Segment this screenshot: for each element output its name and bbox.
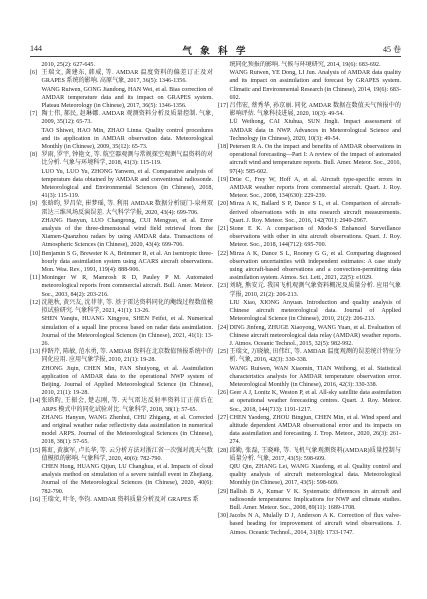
reference-number: [21] <box>218 226 229 233</box>
reference-text: 仲跻芹, 陈敏, 范水勇, 等. AMDAR 资料在北京数值预报系统中的同化应用. 应用气象学报, 2010, 21(1): 19-28. <box>41 349 213 364</box>
reference-number: [28] <box>218 447 229 454</box>
reference-text: DING Jinfeng, ZHUGE Xiaoyong, WANG Yuan, et al. Evaluation of Chinese aircraft meteorological data relay (AMDAR) weather reports. J. Atmos. Oceanic Technol., 2015, 32(5): 982-992. <box>229 324 401 347</box>
reference-number: [26] <box>218 390 229 397</box>
reference-text: LUO Yu, LUO Yu, ZHONG Yanwen, et al. Comparative analysis of temperature data obtained by AMDAR and conventional radiosonde. Meteorological and Environmental Sciences (in Chinese), 2018, 41(3): 115-119. <box>41 168 213 200</box>
reference-entry <box>218 488 401 513</box>
reference-text: LÜ Weihong, CAI Xiuhua, SUN Jingli. Impact assessment of AMDAR data in NWP. Advances in Meteorological Science and Technology (in Chinese), 2020, 10(3): 49-54. <box>229 119 401 142</box>
reference-column-right <box>218 61 401 586</box>
reference-number: [25] <box>218 349 229 356</box>
reference-text: 沈艳秋, 黄兴友, 沈菲菲, 等. 基于雷达资料同化的飑线过程数值模拟试验研究. 气象科学, 2021, 41(1): 13-26. <box>41 299 213 315</box>
reference-text: ZHANG Hanyun, WANG Zhenhui, CHU Zhigang, et al. Corrected and original weather radar reflectivity data assimilation in numerical model ARPS. Journal of the Meteorological Sciences (in Chinese), 2018, 38(1): 57-65. <box>41 414 213 446</box>
reference-entry <box>30 299 213 348</box>
reference-text: 统同化预报的影响. 气候与环境研究, 2014, 19(6): 683-692. <box>229 62 381 68</box>
reference-number: [24] <box>218 324 229 331</box>
reference-text: 刘晓, 熊安元. 我国飞机观测气象资料概况及质量分析. 应用气象学报, 2010, 21(2): 206-213. <box>229 283 401 298</box>
reference-text: Jacobs N A, Mulally D J, Anderson A K. Correction of flux valve-based heading for improvement of aircraft wind observations. J. Atmos. Oceanic Technol., 2014, 31(8): 1733-1747. <box>229 513 401 536</box>
reference-text: Petersen R A. On the impact and benefits of AMDAR observations in operational forecasting—Part I: A review of the impact of automated aircraft wind and temperature reports. Bull. Amer. Meteor. Soc., 2016, 97(4): 585-602. <box>229 144 401 175</box>
reference-entry <box>30 397 213 446</box>
reference-entry <box>218 225 401 250</box>
reference-text: 张晗昀, 罗昌荣, 崔梦瑶, 等. 利用 AMDAR 数据分析厦门-泉州双雷达三维风场反演误差. 大气科学学报, 2020, 43(4): 699-706. <box>41 201 213 216</box>
reference-entry <box>218 250 401 283</box>
reference-number: [20] <box>218 201 229 208</box>
reference-entry <box>30 348 213 397</box>
reference-entry <box>218 61 401 102</box>
reference-number: [6] <box>30 70 38 77</box>
header-rule <box>30 56 401 57</box>
reference-text: TAO Shiwei, HAO Min, ZHAO Linna. Quality control procedures and its application in AMDAR observation data. Meteorological Monthly (in Chinese), 2009, 35(12): 65-73. <box>41 127 213 151</box>
reference-text: CHEN Hong, HUANG Qijun, LU Changhua, et al. Impacts of cloud analysis method on simulation of a severe rainfall event in Zhejiang. Journal of the Meteorological Sciences (in Chinese), 2020, 40(6): 782-790. <box>41 463 213 495</box>
reference-number: [12] <box>30 299 41 306</box>
page-header <box>30 43 401 57</box>
reference-entry <box>218 176 401 201</box>
journal-title: 气 象 科 学 <box>182 47 249 57</box>
reference-text: Stone E K. A comparison of Mode-S Enhanced Surveillance observations with other in situ aircraft observations. Quart. J. Roy. Meteor. Soc., 2018, 144(712): 695-700. <box>229 226 401 249</box>
reference-entry <box>218 200 401 225</box>
reference-text: 张晗昀, 王振会, 楚志刚, 等. 天气雷达反射率资料订正前后在 ARPS 模式中的同化试验对比. 气象科学, 2018, 38(1): 57-65. <box>41 398 213 413</box>
reference-number: [13] <box>30 349 41 356</box>
reference-entry <box>30 274 213 299</box>
reference-entry <box>218 447 401 488</box>
reference-entry <box>218 348 401 389</box>
reference-text: LIU Xiao, XIONG Anyuan. Introduction and quality analysis of Chinese aircraft meteorological data. Journal of Applied Meteorological Science (in Chinese), 2010, 21(2): 206-213. <box>229 299 401 323</box>
reference-text: 王瑞文, 叶冬, 李钧. AMDAR 资料质量分析及对 GRAPES 系 <box>41 496 199 503</box>
reference-number: [22] <box>218 250 229 257</box>
reference-number: [15] <box>30 447 41 454</box>
reference-text: Drüe C, Frey W, Hoff A, et al. Aircraft type-specific errors in AMDAR weather reports from commercial aircraft. Quart. J. Roy. Meteor. Soc., 2008, 134(630): 229-239. <box>229 176 401 200</box>
reference-number: [10] <box>30 250 41 257</box>
reference-entry <box>30 496 213 504</box>
reference-text: 邱勤, 张磊, 王晓峰, 等. 飞机气象观测资料(AMDAR)质量控制与质量分析. 气象, 2017, 43(5): 598-609. <box>229 447 401 462</box>
reference-number: [17] <box>218 103 229 110</box>
reference-text: Moninger W R, Mamrosh R D, Pauley P M. Automated meteorological reports from commercial aircraft. Bull. Amer. Meteor. Soc., 2003, 84(2): 203-216. <box>41 275 213 298</box>
reference-number: [8] <box>30 152 38 159</box>
reference-text: SHEN Yanqiu, HUANG Xingyou, SHEN Feifei, et al. Numerical simulation of a squall line process based on radar data assimilation. Journal of the Meteorological Sciences (in Chinese), 2021, 41(1): 13-26. <box>41 316 213 347</box>
reference-text: Geer A J, Lonitz K, Weston P, et al. All-sky satellite data assimilation at operational weather forecasting centres. Quart. J. Roy. Meteor. Soc., 2018, 144(713): 1191-1217. <box>229 390 401 413</box>
reference-text: 王瑞文, 龚建东, 韩威, 等. AMDAR 温度资料的偏差订正及对 GRAPES 系统的影响. 高原气象, 2017, 36(5): 1346-1356. <box>41 70 213 85</box>
reference-text: WANG Ruiwen, GONG Jiandong, HAN Wei, et al. Bias correction of AMDAR temperature data and its impact on GRAPES system. Plateau Meteorology (in Chinese), 2017, 36(5): 1346-1356. <box>41 86 213 110</box>
reference-number: [29] <box>218 488 229 495</box>
reference-number: [30] <box>218 513 229 520</box>
reference-number: [9] <box>30 201 38 208</box>
reference-text: ZHANG Hanyun, LUO Changrong, CUI Mengyao, et al. Error analysis of the three-dimensional wind field retrieval from the Xiamen-Quanzhou radars by using AMDAR data. Transactions of Atmospheric Sciences (in Chinese), 2020, 43(4): 699-706. <box>41 217 213 249</box>
reference-text: QIU Qin, ZHANG Lei, WANG Xiaofeng, et al. Quality control and quality analysis of aircraft meteorological data. Meteorological Monthly (in Chinese), 2017, 43(5): 598-609. <box>229 463 401 487</box>
reference-number: [7] <box>30 111 38 118</box>
reference-number: [23] <box>218 283 229 290</box>
reference-column-left <box>30 61 213 586</box>
reference-entry <box>218 143 401 176</box>
reference-entry <box>30 200 213 249</box>
reference-number: [16] <box>30 496 41 503</box>
reference-entry <box>30 151 213 200</box>
reference-entry <box>30 61 213 69</box>
reference-text: 吕伟宏, 蔡秀华, 孙京丽. 同化 AMDAR 数据在数值天气预报中的影响评估. 气象科技进展, 2020, 10(3): 49-54. <box>229 103 401 118</box>
reference-text: Mirza A K, Ballard S P, Dance S L, et al. Comparison of aircraft-derived observations with in situ research aircraft measurements. Quart. J. Roy. Meteor. Soc., 2016, 142(701): 2949-2967. <box>229 201 401 224</box>
reference-number: [14] <box>30 398 41 405</box>
reference-text: Ballish B A, Kumar V K. Systematic differences in aircraft and radiosonde temperatures: Implications for NWP and climate studies. Bull. Amer. Meteor. Soc., 2008, 89(11): 1689-1708. <box>229 488 401 511</box>
reference-entry <box>30 250 213 275</box>
volume-label: 45 卷 <box>383 45 401 54</box>
reference-text: WANG Ruiwen, YE Dong, LI Jun. Analysis of AMDAR data quality and its impact on assimilation and forecast by GRAPES system. Climatic and Environmental Research (in Chinese), 2014, 19(6): 683-692. <box>229 70 401 101</box>
reference-number: [11] <box>30 275 40 282</box>
reference-text: CHEN Yaodeng, ZHOU Bingjun, CHEN Min, et al. Wind speed and altitude dependent AMDAR observational error and its impacts on data assimilation and forecasting. J. Trop. Meteor., 2020, 26(3): 261-274. <box>229 414 401 446</box>
reference-text: WANG Ruiwen, WAN Xiaomin, TIAN Weihong, et al. Statistical characteristics analysis for AMDAR temperature observation error. Meteorological Monthly (in Chinese), 2016, 42(3): 330-338. <box>229 365 401 388</box>
reference-entry <box>218 324 401 349</box>
reference-text: ZHONG Jiqin, CHEN Min, FAN Shuiyong, et al. Assimilation application of AMDAR data to the operational NWP system of Beijing. Journal of Applied Meteorological Science (in Chinese), 2010, 21(1): 19-28. <box>41 365 213 397</box>
reference-text: Mirza A K, Dance S L, Rooney G G, et al. Comparing diagnosed observation uncertainties with independent estimates: A case study using aircraft-based observations and a convection-permitting data assimilation system. Atmos. Sci. Lett., 2021, 22(5): e1029. <box>229 250 401 282</box>
reference-text: Benjamin S G, Brewster K A, Brümmer R, et al. An isentropic three-hourly data assimilation system using ACARS aircraft observations. Mon. Wea. Rev., 1991, 119(4): 888-906. <box>41 250 213 274</box>
reference-text: 罗雨, 罗宇, 钟艳文, 等. 航空器观测与常规探空观测气温资料的对比分析. 气象与环境科学, 2018, 41(3): 115-119. <box>41 152 213 167</box>
reference-entry <box>218 414 401 447</box>
reference-number: [19] <box>218 176 229 183</box>
reference-entry <box>218 102 401 143</box>
reference-text: 陈虹, 黄旗军, 卢长华, 等. 云分析方法对浙江省一次强对流天气数值模拟的影响. 气象科学, 2020, 40(6): 782-790. <box>41 447 213 462</box>
reference-entry <box>218 512 401 537</box>
reference-number: [18] <box>218 144 229 151</box>
reference-text: 陶士伟, 郝民, 赵琳娜. AMDAR 观测资料分析及质量控制. 气象, 2009, 35(12): 65-73. <box>41 111 213 126</box>
reference-entry <box>30 447 213 496</box>
reference-text: 2010, 25(2): 627-645. <box>41 62 95 68</box>
page-number: 144 <box>30 44 42 53</box>
reference-number: [27] <box>218 414 229 421</box>
reference-entry <box>218 389 401 414</box>
reference-entry <box>30 69 213 110</box>
reference-text: 王瑞文, 万晓敏, 田伟红, 等. AMDAR 温度观测的误差统计特征分析. 气象, 2016, 42(3): 330-338. <box>229 349 401 364</box>
reference-entry <box>30 110 213 151</box>
reference-entry <box>218 282 401 323</box>
